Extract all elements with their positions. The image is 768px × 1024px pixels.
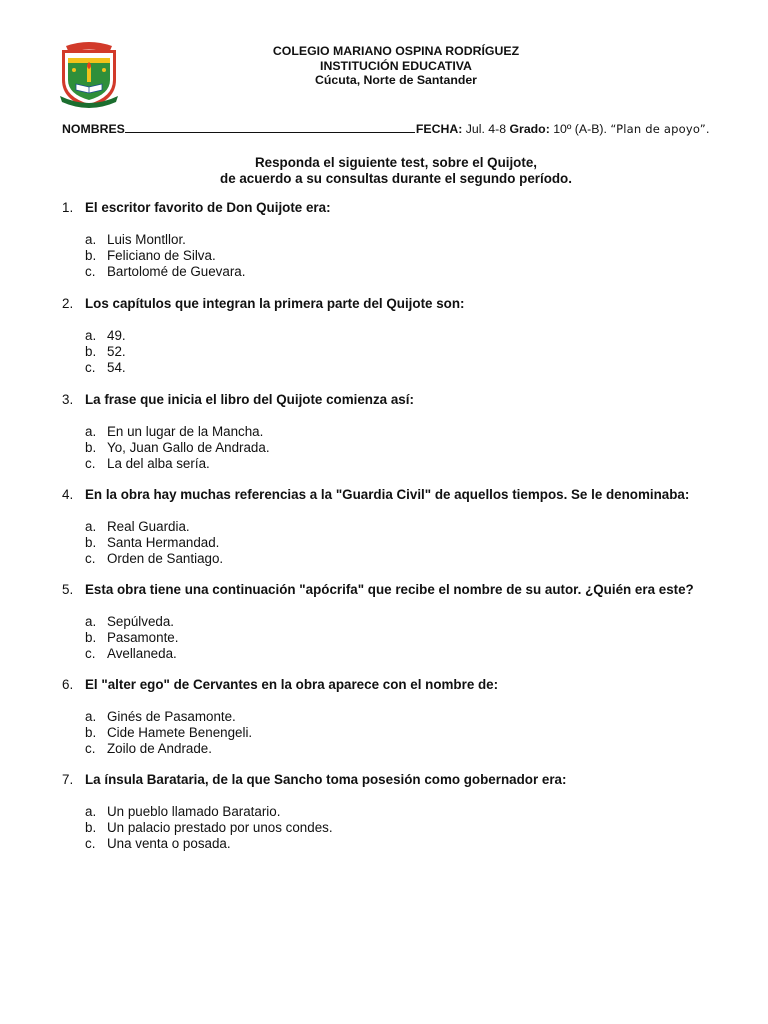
option-text: Luis Montllor. <box>107 232 186 247</box>
option-letter: a. <box>85 519 97 534</box>
question-text: La frase que inicia el libro del Quijote comienza así: <box>85 392 414 407</box>
option-a <box>62 519 742 535</box>
option-c <box>62 646 742 662</box>
option-b <box>62 248 742 264</box>
instructions-line-1: Responda el siguiente test, sobre el Quijote, <box>254 155 537 170</box>
question-number: 3. <box>62 392 74 407</box>
question-text: En la obra hay muchas referencias a la "Guardia Civil" de aquellos tiempos. Se le denominaba: <box>85 487 690 502</box>
question-number: 7. <box>62 772 74 787</box>
option-letter: b. <box>85 534 97 550</box>
option-letter: c. <box>85 263 96 279</box>
school-crest-logo <box>56 40 122 110</box>
option-letter: c. <box>85 740 96 756</box>
option-a <box>62 232 742 248</box>
option-letter: c. <box>85 550 96 566</box>
option-text: 49. <box>107 328 126 343</box>
question-text: El "alter ego" de Cervantes en la obra aparece con el nombre de: <box>85 677 499 692</box>
question-1 <box>62 200 742 279</box>
school-location: Cúcuta, Norte de Santander <box>315 73 477 87</box>
grado-value: 10º (A-B). <box>553 122 607 136</box>
question-number: 2. <box>62 296 74 311</box>
option-letter: b. <box>85 247 97 263</box>
question-number: 1. <box>62 200 74 215</box>
option-c <box>62 264 742 280</box>
option-c <box>62 741 742 757</box>
option-letter: c. <box>85 359 96 375</box>
option-letter: a. <box>85 328 97 343</box>
option-a <box>62 424 742 440</box>
nombres-label: NOMBRES <box>62 122 125 136</box>
document-header <box>200 44 592 88</box>
option-a <box>62 614 742 630</box>
plan-label: “Plan de apoyo”. <box>610 122 710 136</box>
option-text: Orden de Santiago. <box>107 550 224 566</box>
option-letter: b. <box>85 343 97 359</box>
option-text: Un pueblo llamado Baratario. <box>107 804 281 819</box>
option-text: Un palacio prestado por unos condes. <box>107 819 333 835</box>
question-4 <box>62 487 742 566</box>
question-6 <box>62 677 742 756</box>
option-text: Una venta o posada. <box>107 835 231 851</box>
fecha-label: FECHA: <box>415 122 463 136</box>
option-letter: b. <box>85 629 97 645</box>
option-letter: c. <box>85 835 96 851</box>
option-text: Ginés de Pasamonte. <box>107 709 236 724</box>
question-5 <box>62 582 742 661</box>
option-a <box>62 709 742 725</box>
question-3 <box>62 392 742 471</box>
option-letter: b. <box>85 819 97 835</box>
option-b <box>62 725 742 741</box>
instructions-line-2: de acuerdo a su consultas durante el segundo período. <box>220 170 572 186</box>
name-blank-line <box>125 122 415 133</box>
option-b <box>62 535 742 551</box>
option-letter: a. <box>85 424 97 439</box>
option-letter: b. <box>85 724 97 740</box>
option-letter: a. <box>85 614 97 629</box>
option-c <box>62 551 742 567</box>
option-text: Feliciano de Silva. <box>107 247 216 263</box>
question-text: Esta obra tiene una continuación "apócrifa" que recibe el nombre de su autor. ¿Quién era este? <box>85 582 694 597</box>
institution-name: INSTITUCIÓN EDUCATIVA <box>320 58 472 73</box>
option-c <box>62 360 742 376</box>
option-text: Bartolomé de Guevara. <box>107 263 246 279</box>
question-number: 5. <box>62 582 74 597</box>
question-text: La ínsula Barataria, de la que Sancho toma posesión como gobernador era: <box>85 772 567 787</box>
question-number: 4. <box>62 487 74 502</box>
option-letter: c. <box>85 455 96 471</box>
option-b <box>62 344 742 360</box>
option-text: Real Guardia. <box>107 519 190 534</box>
student-info-row <box>62 122 710 136</box>
school-name: COLEGIO MARIANO OSPINA RODRÍGUEZ <box>272 44 520 58</box>
option-a <box>62 804 742 820</box>
option-text: Pasamonte. <box>107 629 179 645</box>
option-letter: a. <box>85 709 97 724</box>
question-number: 6. <box>62 677 74 692</box>
option-text: Santa Hermandad. <box>107 534 220 550</box>
option-letter: c. <box>85 645 96 661</box>
option-text: 54. <box>107 359 126 375</box>
option-text: 52. <box>107 343 126 359</box>
grado-label: Grado: <box>509 122 550 136</box>
option-text: Avellaneda. <box>107 645 177 661</box>
instructions <box>150 155 642 186</box>
option-b <box>62 630 742 646</box>
option-text: Cide Hamete Benengeli. <box>107 724 253 740</box>
option-a <box>62 328 742 344</box>
question-2 <box>62 296 742 375</box>
option-text: Sepúlveda. <box>107 614 175 629</box>
option-text: La del alba sería. <box>107 455 210 471</box>
option-letter: b. <box>85 439 97 455</box>
option-b <box>62 440 742 456</box>
option-c <box>62 836 742 852</box>
question-7 <box>62 772 742 851</box>
option-letter: a. <box>85 804 97 819</box>
option-b <box>62 820 742 836</box>
option-text: Yo, Juan Gallo de Andrada. <box>107 439 270 455</box>
option-letter: a. <box>85 232 97 247</box>
question-text: Los capítulos que integran la primera parte del Quijote son: <box>85 296 465 311</box>
option-text: Zoilo de Andrade. <box>107 740 212 756</box>
question-text: El escritor favorito de Don Quijote era: <box>85 200 331 215</box>
fecha-value: Jul. 4-8 <box>465 122 507 136</box>
option-c <box>62 456 742 472</box>
option-text: En un lugar de la Mancha. <box>107 424 264 439</box>
